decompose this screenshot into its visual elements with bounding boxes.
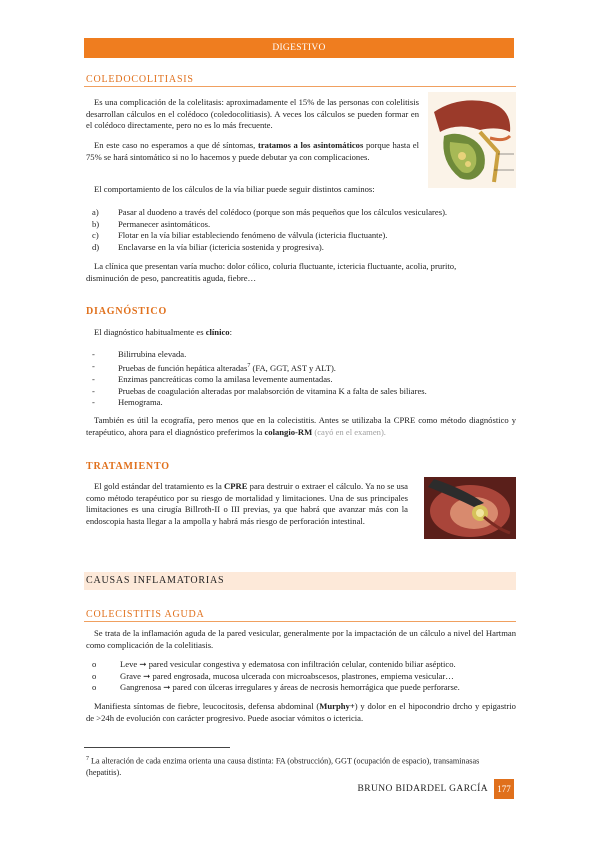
- text-line: La clínica que presentan varía mucho: dolor cólico, coluria fluctuante, ictericia fluctuante, acolia, prurito,: [94, 261, 457, 271]
- form-name: Grave: [120, 670, 141, 681]
- section-divider: [84, 86, 516, 87]
- list-item-text: Enclavarse en la vía biliar (ictericia sostenida y progresiva).: [118, 241, 324, 252]
- text-span: Manifiesta síntomas de fiebre, leucocitosis, defensa abdominal (: [94, 701, 320, 711]
- arrow-icon: ➞: [163, 682, 171, 693]
- section-title-diagnostico: DIAGNÓSTICO: [86, 306, 168, 317]
- paragraph: Se trata de la inflamación aguda de la pared vesicular, generalmente por la impactación de un cálculo a nivel del Hartman como complicación de la colelitiasis.: [86, 628, 516, 650]
- footnote-divider: [84, 747, 230, 748]
- list-item-text: Pruebas de función hepática alteradas: [118, 362, 248, 373]
- exam-note: (cayó en el examen).: [312, 426, 386, 437]
- list-item: [92, 349, 516, 361]
- footnote-number: 7: [86, 756, 89, 762]
- paragraph: [86, 701, 516, 724]
- list-marker: c): [92, 230, 99, 241]
- list-marker: -: [92, 360, 95, 371]
- text-span: El gold estándar del tratamiento es la: [94, 481, 225, 491]
- list-marker: -: [92, 397, 95, 408]
- text-span: También es útil la ecografía, pero menos que en la colecistitis. Antes se utilizaba la CPRE como método diagnóstico y terapéutico, ahora para el diagnóstico preferimos la: [86, 415, 516, 437]
- list-item: [92, 230, 516, 242]
- bold-text: CPRE: [224, 481, 248, 491]
- list-item-text: pared vesicular congestiva y edematosa con infiltración celular, contenido biliar aséptico.: [146, 659, 456, 669]
- footnote: [86, 754, 516, 778]
- list-item: [92, 386, 516, 398]
- text-line: disminución de peso, pancreatitis aguda, fiebre…: [86, 272, 257, 283]
- diagnostic-list: [92, 349, 516, 409]
- paragraph: [86, 481, 408, 527]
- section-title-colecistitis: COLECISTITIS AGUDA: [86, 609, 205, 620]
- footer-author: BRUNO BIDARDEL GARCÍA: [357, 784, 488, 794]
- forms-list: [92, 659, 516, 694]
- list-item-text: Pruebas de coagulación alteradas por malabsorción de vitamina K a falta de sales biliares.: [118, 385, 427, 396]
- list-item-text: (FA, GGT, AST y ALT).: [250, 362, 336, 373]
- list-item: [92, 671, 516, 683]
- paragraph: [86, 140, 419, 163]
- paragraph: [86, 415, 516, 438]
- list-item-text: Flotar en la vía biliar estableciendo fenómeno de válvula (ictericia fluctuante).: [118, 230, 388, 241]
- list-item-text: Hemograma.: [118, 397, 163, 408]
- section-divider: [84, 621, 516, 622]
- list-item: [92, 397, 516, 409]
- list-marker: d): [92, 241, 100, 252]
- endoscopy-illustration: [424, 477, 516, 539]
- list-item: [92, 659, 516, 671]
- list-item-text: Bilirrubina elevada.: [118, 349, 187, 359]
- text-span: :: [229, 327, 232, 337]
- paragraph: [94, 327, 514, 339]
- list-marker: o: [92, 682, 97, 693]
- list-item-text: pared engrosada, mucosa ulcerada con microabscesos, plastrones, empiema vesicular…: [150, 670, 454, 681]
- list-marker: -: [92, 374, 95, 385]
- list-item-text: Permanecer asintomáticos.: [118, 218, 211, 229]
- paragraph: Es una complicación de la colelitasis: aproximadamente el 15% de las personas con colelitisis desarrollan cálculos en el colédoco (coledocolitiasis). A veces los cálculos se pueden formar en el colédoco directamente, pero no es lo más frecuente.: [86, 97, 419, 131]
- text-span: ) y dolor en el hipocondrio drcho y epigastrio de >24h de evolución con carácter progresivo. Puede asociar vómitos o ictericia.: [86, 701, 516, 723]
- list-marker: o: [92, 670, 97, 681]
- list-item-text: pared con úlceras irregulares y áreas de necrosis hemorrágica que puede perforarse.: [170, 682, 460, 693]
- header-bar: [84, 38, 514, 58]
- text-span: para destruir o extraer el cálculo. Ya no se usa como método terapéutico por su riesgo de mortalidad y limitaciones. Una de sus principales limitaciones es una cirugía Billroth-II o III previas, ya que habrá que avanzar más con la endoscopia hasta llegar a la ampolla y habrá más riesgo de perforación intestinal.: [86, 481, 408, 526]
- arrow-icon: ➞: [139, 659, 147, 669]
- arrow-icon: ➞: [143, 670, 151, 681]
- list-item-text: Pasar al duodeno a través del colédoco (porque son más pequeños que los cálculos vesiculares).: [118, 207, 448, 217]
- bold-text: tratamos a los asintomáticos: [257, 140, 364, 150]
- footnote-ref[interactable]: 7: [247, 362, 251, 369]
- list-item-text: Enzimas pancreáticas como la amilasa levemente aumentadas.: [118, 374, 333, 385]
- text-span: porque hasta el 75% se hará sintomático si no lo hacemos y puede debutar ya con complicaciones.: [86, 140, 419, 162]
- text-span: El diagnóstico habitualmente es: [94, 327, 206, 337]
- bold-text: Murphy+: [319, 701, 355, 711]
- section-title-causas: CAUSAS INFLAMATORIAS: [86, 575, 225, 586]
- page-number: 177: [494, 779, 514, 799]
- list-item: [92, 242, 516, 254]
- text-span: En este caso no esperamos a que dé síntomas,: [94, 140, 258, 150]
- list-item: [92, 374, 516, 386]
- paragraph: El comportamiento de los cálculos de la vía biliar puede seguir distintos caminos:: [94, 184, 375, 194]
- list-marker: a): [92, 207, 99, 217]
- form-name: Leve: [120, 659, 138, 669]
- list-marker: b): [92, 218, 100, 229]
- section-title-coledocolitiasis: COLEDOCOLITIASIS: [86, 74, 194, 85]
- section-title-tratamiento: TRATAMIENTO: [86, 461, 170, 472]
- list-item: [92, 682, 516, 694]
- list-item: [92, 219, 516, 231]
- header-section-label: DIGESTIVO: [272, 43, 326, 53]
- list-marker: o: [92, 659, 97, 669]
- gallbladder-illustration: [428, 92, 516, 188]
- bold-text: clínico: [205, 327, 230, 337]
- paths-list: [92, 207, 516, 253]
- list-marker: -: [92, 349, 95, 359]
- list-item: [92, 361, 516, 374]
- bold-text: colangio-RM: [264, 426, 313, 437]
- footnote-text: La alteración de cada enzima orienta una causa distinta: FA (obstrucción), GGT (ocupación de espacio), transaminasas (hepatitis).: [86, 756, 480, 777]
- paragraph: [86, 261, 516, 284]
- list-item: [92, 207, 516, 219]
- form-name: Gangrenosa: [120, 682, 162, 693]
- list-marker: -: [92, 385, 95, 396]
